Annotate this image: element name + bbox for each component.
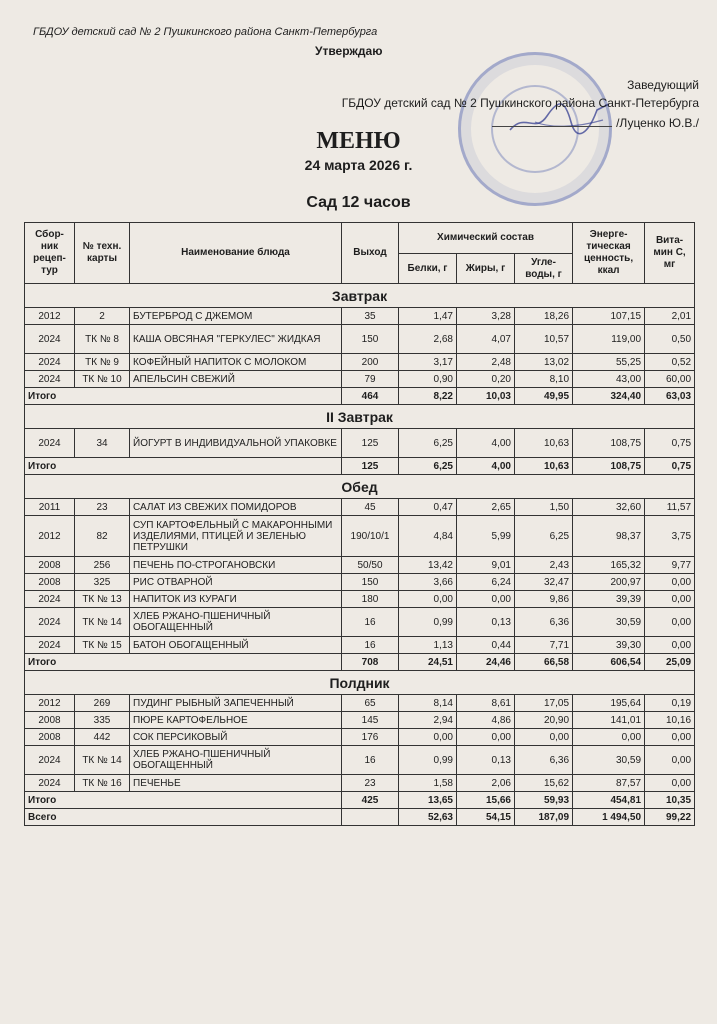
total-energy: 606,54	[573, 654, 645, 671]
vitamin-c-value: 60,00	[645, 371, 695, 388]
protein-value: 1,58	[399, 775, 457, 792]
table-row	[25, 775, 695, 792]
dish-yield: 16	[342, 608, 399, 637]
total-vitamin-c: 0,75	[645, 458, 695, 475]
vitamin-c-value: 0,00	[645, 591, 695, 608]
dish-yield: 16	[342, 637, 399, 654]
fat-value: 0,20	[457, 371, 515, 388]
dish-yield: 150	[342, 325, 399, 354]
table-row	[25, 429, 695, 458]
carbs-value: 1,50	[515, 499, 573, 516]
protein-value: 2,68	[399, 325, 457, 354]
tech-card-number: 269	[75, 695, 130, 712]
total-protein: 13,65	[399, 792, 457, 809]
carbs-value: 13,02	[515, 354, 573, 371]
dish-yield: 190/10/1	[342, 516, 399, 557]
dish-yield: 200	[342, 354, 399, 371]
meal-total-row	[25, 388, 695, 405]
dish-yield: 65	[342, 695, 399, 712]
col-tech-card: № техн. карты	[75, 223, 130, 284]
energy-value: 55,25	[573, 354, 645, 371]
vitamin-c-value: 0,00	[645, 746, 695, 775]
tech-card-number: 2	[75, 308, 130, 325]
menu-table	[24, 222, 695, 826]
recipe-collection-year: 2008	[25, 729, 75, 746]
meal-name: Полдник	[25, 671, 695, 695]
fat-value: 6,24	[457, 574, 515, 591]
carbs-value: 8,10	[515, 371, 573, 388]
col-fat: Жиры, г	[457, 254, 515, 284]
table-row	[25, 637, 695, 654]
protein-value: 0,90	[399, 371, 457, 388]
meal-name: Обед	[25, 475, 695, 499]
fat-value: 3,28	[457, 308, 515, 325]
recipe-collection-year: 2008	[25, 574, 75, 591]
tech-card-number: 256	[75, 557, 130, 574]
energy-value: 165,32	[573, 557, 645, 574]
energy-value: 0,00	[573, 729, 645, 746]
tech-card-number: 325	[75, 574, 130, 591]
dish-yield: 150	[342, 574, 399, 591]
grand-total-row	[25, 809, 695, 826]
recipe-collection-year: 2024	[25, 354, 75, 371]
vitamin-c-value: 0,00	[645, 637, 695, 654]
vitamin-c-value: 2,01	[645, 308, 695, 325]
total-carbs: 59,93	[515, 792, 573, 809]
dish-yield: 50/50	[342, 557, 399, 574]
tech-card-number: ТК № 9	[75, 354, 130, 371]
col-yield: Выход	[342, 223, 399, 284]
total-protein: 24,51	[399, 654, 457, 671]
fat-value: 9,01	[457, 557, 515, 574]
group-title: Сад 12 часов	[306, 194, 411, 211]
grand-total-protein: 52,63	[399, 809, 457, 826]
recipe-collection-year: 2012	[25, 308, 75, 325]
tech-card-number: 335	[75, 712, 130, 729]
protein-value: 13,42	[399, 557, 457, 574]
tech-card-number: ТК № 8	[75, 325, 130, 354]
fat-value: 5,99	[457, 516, 515, 557]
total-vitamin-c: 25,09	[645, 654, 695, 671]
total-fat: 15,66	[457, 792, 515, 809]
dish-name: КОФЕЙНЫЙ НАПИТОК С МОЛОКОМ	[130, 354, 342, 371]
dish-name: КАША ОВСЯНАЯ "ГЕРКУЛЕС" ЖИДКАЯ	[130, 325, 342, 354]
carbs-value: 17,05	[515, 695, 573, 712]
meal-name: II Завтрак	[25, 405, 695, 429]
grand-total-label: Всего	[25, 809, 342, 826]
table-row	[25, 325, 695, 354]
fat-value: 0,44	[457, 637, 515, 654]
recipe-collection-year: 2024	[25, 325, 75, 354]
protein-value: 4,84	[399, 516, 457, 557]
protein-value: 2,94	[399, 712, 457, 729]
dish-name: ПЕЧЕНЬЕ	[130, 775, 342, 792]
col-carbs: Угле-воды, г	[515, 254, 573, 284]
table-row	[25, 557, 695, 574]
energy-value: 32,60	[573, 499, 645, 516]
signature-line	[492, 126, 612, 127]
vitamin-c-value: 0,19	[645, 695, 695, 712]
fat-value: 0,13	[457, 746, 515, 775]
recipe-collection-year: 2024	[25, 775, 75, 792]
dish-name: БАТОН ОБОГАЩЕННЫЙ	[130, 637, 342, 654]
tech-card-number: ТК № 14	[75, 746, 130, 775]
fat-value: 2,48	[457, 354, 515, 371]
fat-value: 0,13	[457, 608, 515, 637]
protein-value: 0,99	[399, 746, 457, 775]
carbs-value: 2,43	[515, 557, 573, 574]
col-dish: Наименование блюда	[130, 223, 342, 284]
total-fat: 10,03	[457, 388, 515, 405]
total-yield: 425	[342, 792, 399, 809]
vitamin-c-value: 10,16	[645, 712, 695, 729]
recipe-collection-year: 2024	[25, 608, 75, 637]
col-collection: Сбор-ник рецеп-тур	[25, 223, 75, 284]
protein-value: 3,66	[399, 574, 457, 591]
energy-value: 87,57	[573, 775, 645, 792]
total-vitamin-c: 63,03	[645, 388, 695, 405]
table-row	[25, 499, 695, 516]
recipe-collection-year: 2008	[25, 712, 75, 729]
dish-name: ПЮРЕ КАРТОФЕЛЬНОЕ	[130, 712, 342, 729]
total-energy: 454,81	[573, 792, 645, 809]
total-label: Итого	[25, 458, 342, 475]
tech-card-number: 34	[75, 429, 130, 458]
tech-card-number: 82	[75, 516, 130, 557]
menu-date: 24 марта 2026 г.	[304, 157, 413, 173]
table-row	[25, 354, 695, 371]
dish-name: СУП КАРТОФЕЛЬНЫЙ С МАКАРОННЫМИ ИЗДЕЛИЯМИ, ПТИЦЕЙ И ЗЕЛЕНЬЮ ПЕТРУШКИ	[130, 516, 342, 557]
table-row	[25, 729, 695, 746]
grand-total-yield	[342, 809, 399, 826]
recipe-collection-year: 2024	[25, 637, 75, 654]
total-label: Итого	[25, 388, 342, 405]
carbs-value: 0,00	[515, 729, 573, 746]
col-protein: Белки, г	[399, 254, 457, 284]
fat-value: 4,07	[457, 325, 515, 354]
approval-title: Утверждаю	[315, 44, 383, 58]
total-label: Итого	[25, 792, 342, 809]
total-fat: 4,00	[457, 458, 515, 475]
dish-name: ЙОГУРТ В ИНДИВИДУАЛЬНОЙ УПАКОВКЕ	[130, 429, 342, 458]
total-carbs: 10,63	[515, 458, 573, 475]
dish-name: СОК ПЕРСИКОВЫЙ	[130, 729, 342, 746]
total-protein: 6,25	[399, 458, 457, 475]
protein-value: 6,25	[399, 429, 457, 458]
table-row	[25, 591, 695, 608]
energy-value: 141,01	[573, 712, 645, 729]
dish-yield: 23	[342, 775, 399, 792]
vitamin-c-value: 0,00	[645, 775, 695, 792]
col-energy: Энерге-тическая ценность, ккал	[573, 223, 645, 284]
tech-card-number: ТК № 10	[75, 371, 130, 388]
grand-total-vitamin-c: 99,22	[645, 809, 695, 826]
recipe-collection-year: 2008	[25, 557, 75, 574]
tech-card-number: ТК № 13	[75, 591, 130, 608]
fat-value: 2,65	[457, 499, 515, 516]
fat-value: 2,06	[457, 775, 515, 792]
fat-value: 0,00	[457, 729, 515, 746]
vitamin-c-value: 0,52	[645, 354, 695, 371]
energy-value: 30,59	[573, 746, 645, 775]
dish-name: САЛАТ ИЗ СВЕЖИХ ПОМИДОРОВ	[130, 499, 342, 516]
protein-value: 0,00	[399, 729, 457, 746]
dish-name: АПЕЛЬСИН СВЕЖИЙ	[130, 371, 342, 388]
vitamin-c-value: 0,00	[645, 574, 695, 591]
carbs-value: 6,36	[515, 746, 573, 775]
vitamin-c-value: 11,57	[645, 499, 695, 516]
dish-name: РИС ОТВАРНОЙ	[130, 574, 342, 591]
energy-value: 39,30	[573, 637, 645, 654]
meal-header-row	[25, 405, 695, 429]
vitamin-c-value: 0,00	[645, 608, 695, 637]
tech-card-number: 23	[75, 499, 130, 516]
recipe-collection-year: 2024	[25, 429, 75, 458]
total-yield: 125	[342, 458, 399, 475]
approver-name: /Луценко Ю.В./	[616, 116, 699, 130]
dish-name: ПУДИНГ РЫБНЫЙ ЗАПЕЧЕННЫЙ	[130, 695, 342, 712]
fat-value: 8,61	[457, 695, 515, 712]
protein-value: 0,47	[399, 499, 457, 516]
table-row	[25, 712, 695, 729]
protein-value: 8,14	[399, 695, 457, 712]
tech-card-number: ТК № 14	[75, 608, 130, 637]
grand-total-energy: 1 494,50	[573, 809, 645, 826]
vitamin-c-value: 0,00	[645, 729, 695, 746]
carbs-value: 18,26	[515, 308, 573, 325]
total-yield: 708	[342, 654, 399, 671]
meal-header-row	[25, 671, 695, 695]
meal-total-row	[25, 654, 695, 671]
dish-yield: 45	[342, 499, 399, 516]
dish-yield: 16	[342, 746, 399, 775]
total-label: Итого	[25, 654, 342, 671]
energy-value: 39,39	[573, 591, 645, 608]
total-fat: 24,46	[457, 654, 515, 671]
table-row	[25, 371, 695, 388]
dish-yield: 180	[342, 591, 399, 608]
total-yield: 464	[342, 388, 399, 405]
energy-value: 200,97	[573, 574, 645, 591]
total-energy: 108,75	[573, 458, 645, 475]
fat-value: 0,00	[457, 591, 515, 608]
dish-yield: 176	[342, 729, 399, 746]
recipe-collection-year: 2024	[25, 591, 75, 608]
table-row	[25, 516, 695, 557]
meal-header-row	[25, 475, 695, 499]
approval-organization: ГБДОУ детский сад № 2 Пушкинского района Санкт-Петербурга	[341, 96, 699, 110]
meal-name: Завтрак	[25, 284, 695, 308]
dish-name: ХЛЕБ РЖАНО-ПШЕНИЧНЫЙ ОБОГАЩЕННЫЙ	[130, 746, 342, 775]
protein-value: 0,00	[399, 591, 457, 608]
carbs-value: 10,57	[515, 325, 573, 354]
protein-value: 3,17	[399, 354, 457, 371]
dish-yield: 35	[342, 308, 399, 325]
dish-name: ПЕЧЕНЬ ПО-СТРОГАНОВСКИ	[130, 557, 342, 574]
protein-value: 0,99	[399, 608, 457, 637]
protein-value: 1,47	[399, 308, 457, 325]
carbs-value: 32,47	[515, 574, 573, 591]
dish-yield: 79	[342, 371, 399, 388]
energy-value: 119,00	[573, 325, 645, 354]
dish-name: НАПИТОК ИЗ КУРАГИ	[130, 591, 342, 608]
recipe-collection-year: 2012	[25, 695, 75, 712]
protein-value: 1,13	[399, 637, 457, 654]
dish-name: ХЛЕБ РЖАНО-ПШЕНИЧНЫЙ ОБОГАЩЕННЫЙ	[130, 608, 342, 637]
tech-card-number: 442	[75, 729, 130, 746]
table-row	[25, 695, 695, 712]
carbs-value: 10,63	[515, 429, 573, 458]
recipe-collection-year: 2011	[25, 499, 75, 516]
carbs-value: 6,36	[515, 608, 573, 637]
energy-value: 195,64	[573, 695, 645, 712]
col-chem: Химический состав	[399, 223, 573, 254]
vitamin-c-value: 9,77	[645, 557, 695, 574]
meal-header-row	[25, 284, 695, 308]
total-energy: 324,40	[573, 388, 645, 405]
organization-header: ГБДОУ детский сад № 2 Пушкинского района Санкт-Петербурга	[33, 26, 378, 38]
dish-yield: 145	[342, 712, 399, 729]
energy-value: 107,15	[573, 308, 645, 325]
total-carbs: 66,58	[515, 654, 573, 671]
tech-card-number: ТК № 15	[75, 637, 130, 654]
table-row	[25, 608, 695, 637]
carbs-value: 20,90	[515, 712, 573, 729]
energy-value: 43,00	[573, 371, 645, 388]
fat-value: 4,00	[457, 429, 515, 458]
grand-total-fat: 54,15	[457, 809, 515, 826]
col-vitamin: Вита-мин С, мг	[645, 223, 695, 284]
table-row	[25, 574, 695, 591]
energy-value: 98,37	[573, 516, 645, 557]
vitamin-c-value: 3,75	[645, 516, 695, 557]
carbs-value: 6,25	[515, 516, 573, 557]
meal-total-row	[25, 458, 695, 475]
dish-name: БУТЕРБРОД С ДЖЕМОМ	[130, 308, 342, 325]
energy-value: 108,75	[573, 429, 645, 458]
energy-value: 30,59	[573, 608, 645, 637]
carbs-value: 15,62	[515, 775, 573, 792]
recipe-collection-year: 2024	[25, 371, 75, 388]
total-vitamin-c: 10,35	[645, 792, 695, 809]
carbs-value: 9,86	[515, 591, 573, 608]
vitamin-c-value: 0,50	[645, 325, 695, 354]
tech-card-number: ТК № 16	[75, 775, 130, 792]
page-title: МЕНЮ	[316, 128, 401, 154]
vitamin-c-value: 0,75	[645, 429, 695, 458]
recipe-collection-year: 2024	[25, 746, 75, 775]
carbs-value: 7,71	[515, 637, 573, 654]
fat-value: 4,86	[457, 712, 515, 729]
dish-yield: 125	[342, 429, 399, 458]
table-row	[25, 308, 695, 325]
total-carbs: 49,95	[515, 388, 573, 405]
grand-total-carbs: 187,09	[515, 809, 573, 826]
meal-total-row	[25, 792, 695, 809]
total-protein: 8,22	[399, 388, 457, 405]
recipe-collection-year: 2012	[25, 516, 75, 557]
table-row	[25, 746, 695, 775]
menu-body	[25, 284, 695, 826]
approval-role: Заведующий	[627, 78, 699, 92]
